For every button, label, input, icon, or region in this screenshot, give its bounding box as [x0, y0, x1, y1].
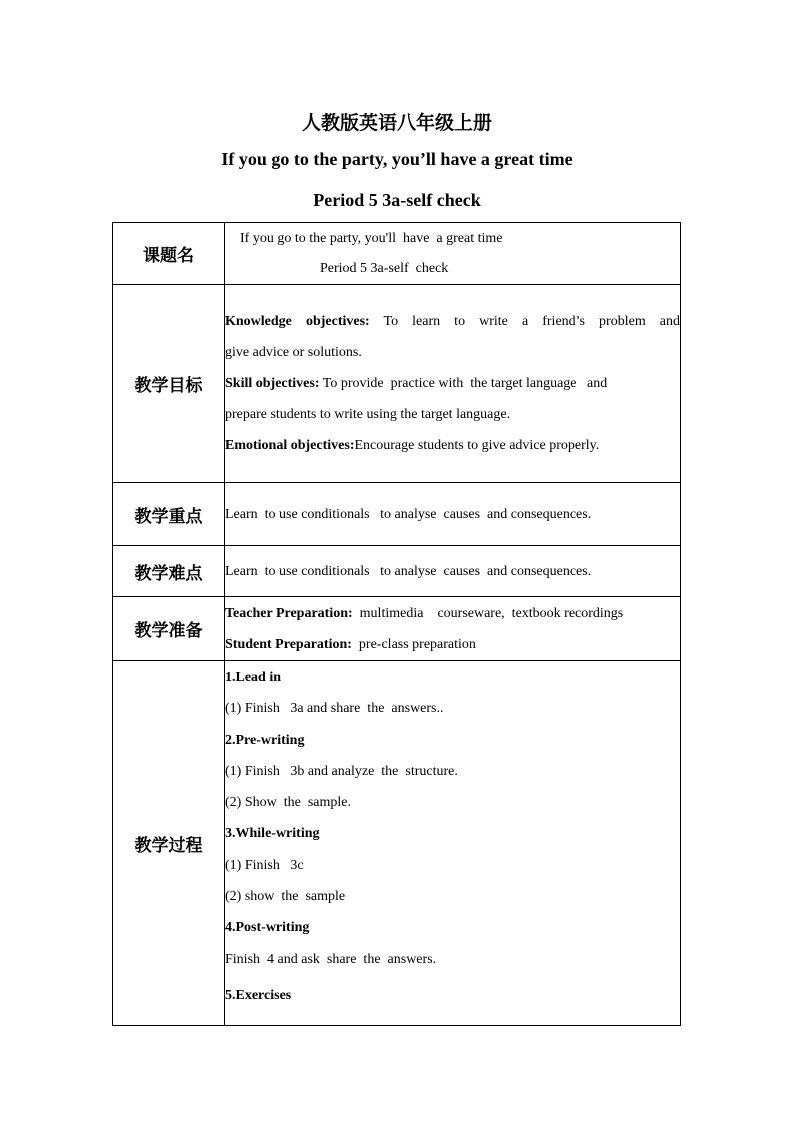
- row-objectives: [113, 285, 681, 483]
- step-1-item-1: (1) Finish 3a and share the answers..: [225, 701, 444, 717]
- step-4-item-1: Finish 4 and ask share the answers.: [225, 951, 437, 967]
- skill-label: Skill objectives:: [225, 376, 320, 391]
- step-3-item-1: (1) Finish 3c: [225, 857, 304, 873]
- knowledge-label: Knowledge objectives:: [225, 314, 370, 329]
- step-3-item-2: (2) show the sample: [225, 889, 346, 905]
- step-2-title: 2.Pre-writing: [225, 732, 305, 748]
- student-preparation-text: pre-class preparation: [351, 636, 476, 652]
- knowledge-line: [225, 306, 680, 337]
- unit-title: If you go to the party, you’ll have a great time: [221, 149, 573, 169]
- row-topic: [113, 223, 681, 285]
- student-preparation-line: [225, 629, 680, 660]
- difficult-points-text: Learn to use conditionals to analyse causes and consequences.: [225, 563, 592, 579]
- label-objectives: 教学目标: [113, 285, 225, 483]
- row-preparation: [113, 597, 681, 661]
- emotional-line: [225, 430, 680, 461]
- row-key-points: [113, 483, 681, 546]
- step-3-title: 3.While-writing: [225, 826, 320, 842]
- content-preparation: [225, 597, 681, 661]
- label-key-points: 教学重点: [113, 483, 225, 546]
- key-points-text: Learn to use conditionals to analyse causes and consequences.: [225, 506, 592, 522]
- lesson-plan-table: [112, 222, 681, 1026]
- topic-line-2: Period 5 3a-self check: [320, 260, 449, 276]
- teacher-preparation-label: Teacher Preparation:: [225, 605, 353, 621]
- skill-line-2: prepare students to write using the target language.: [225, 407, 511, 422]
- knowledge-line-2: give advice or solutions.: [225, 345, 362, 360]
- step-1-title: 1.Lead in: [225, 670, 282, 685]
- topic-line-1: If you go to the party, you'll have a great time: [240, 230, 503, 246]
- content-difficult-points: [225, 546, 681, 597]
- teacher-preparation-text: multimedia courseware, textbook recordings: [352, 605, 624, 621]
- skill-text: To provide practice with the target language and: [319, 376, 608, 391]
- period-title: Period 5 3a-self check: [313, 190, 481, 210]
- row-process: [113, 661, 681, 1026]
- document-title: 人教版英语八年级上册: [301, 112, 492, 134]
- step-2-item-1: (1) Finish 3b and analyze the structure.: [225, 763, 458, 779]
- row-difficult-points: [113, 546, 681, 597]
- student-preparation-label: Student Preparation:: [225, 636, 352, 652]
- label-preparation: 教学准备: [113, 597, 225, 661]
- step-2-item-2: (2) Show the sample.: [225, 795, 351, 811]
- step-4-title: 4.Post-writing: [225, 920, 310, 936]
- teacher-preparation-line: [225, 598, 680, 629]
- content-objectives: [225, 285, 681, 483]
- label-topic: 课题名: [113, 223, 225, 285]
- label-difficult-points: 教学难点: [113, 546, 225, 597]
- emotional-label: Emotional objectives:: [225, 438, 355, 453]
- skill-line: [225, 368, 680, 399]
- content-topic: [225, 223, 681, 285]
- label-process: 教学过程: [113, 661, 225, 1026]
- knowledge-text: To learn to write a friend’s problem and: [369, 314, 680, 329]
- emotional-text: Encourage students to give advice properly.: [354, 438, 600, 453]
- content-key-points: [225, 483, 681, 546]
- step-5-title: 5.Exercises: [225, 987, 292, 1003]
- content-process: [225, 661, 681, 1026]
